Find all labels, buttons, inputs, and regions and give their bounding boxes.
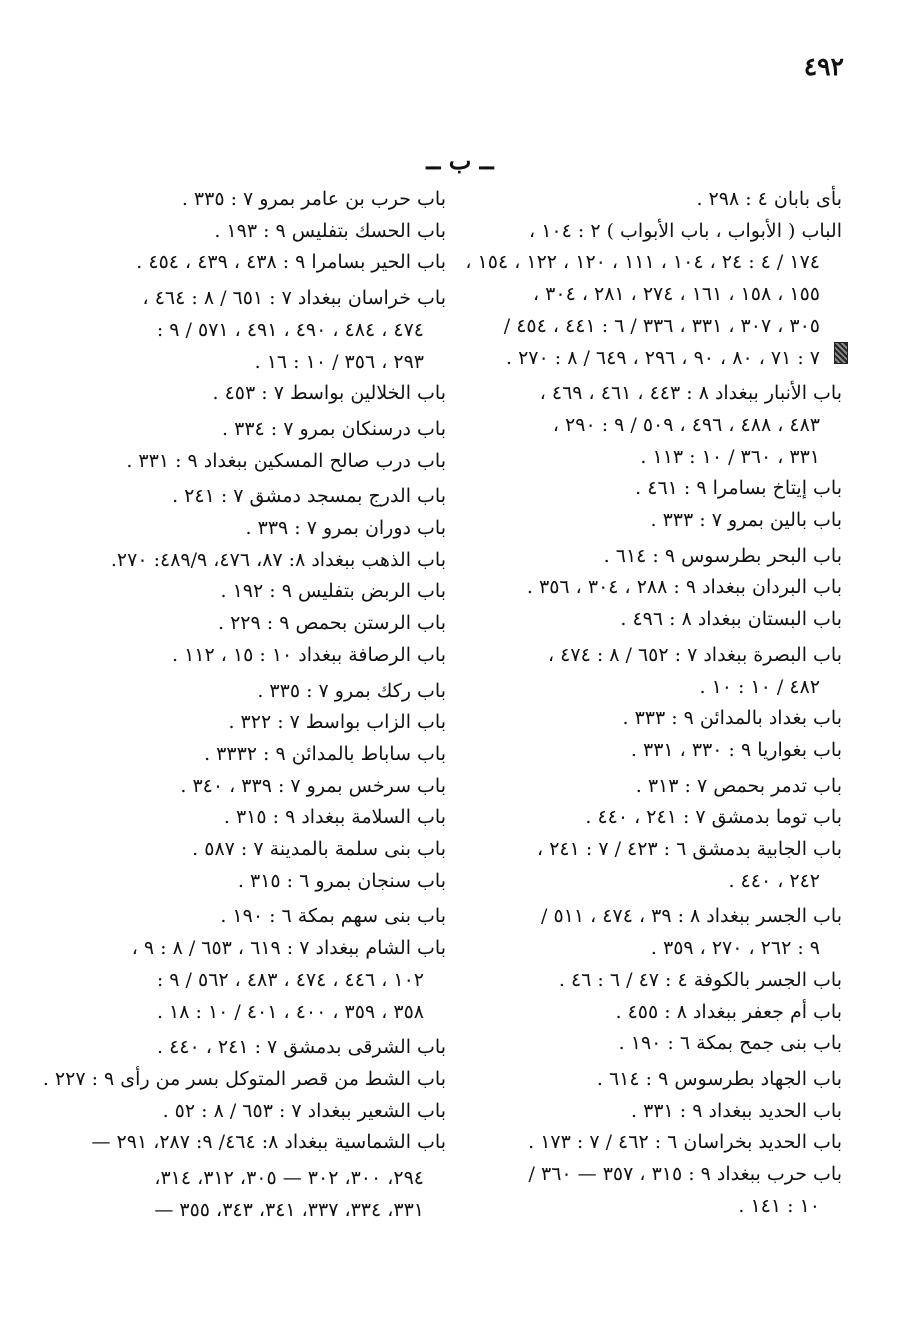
index-entry: باب الجسر ببغداد ٨ : ٣٩ ، ٤٧٤ ، ٥١١ / xyxy=(540,905,842,928)
index-entry: باب الحديد بخراسان ٦ : ٤٦٢ / ٧ : ١٧٣ . xyxy=(528,1131,842,1154)
index-entry: باب الحير بسامرا ٩ : ٤٣٨ ، ٤٣٩ ، ٤٥٤ . xyxy=(136,251,446,274)
index-entry-continuation: ٣٥٨ ، ٣٥٩ ، ٤٠٠ ، ٤٠١ / ١٠ : ١٨ . xyxy=(156,1000,424,1023)
index-entry: باب الرصافة ببغداد ١٠ : ١٥ ، ١١٢ . xyxy=(172,643,446,666)
index-entry: باب بنى سهم بمكة ٦ : ١٩٠ . xyxy=(220,905,446,928)
index-entry: باب الشط من قصر المتوكل بسر من رأى ٩ : ٢٢٧ . xyxy=(42,1067,446,1090)
index-entry: باب سنجان بمرو ٦ : ٣١٥ . xyxy=(237,869,446,892)
index-entry: باب الجابية بدمشق ٦ : ٤٢٣ / ٧ : ٢٤١ ، xyxy=(537,838,842,861)
index-entry: باب بغداد بالمدائن ٩ : ٣٣٣ . xyxy=(622,707,842,730)
index-entry-continuation: ٢٤٢ ، ٤٤٠ . xyxy=(728,869,820,892)
index-entry-continuation: ٣٣١، ٣٣٤، ٣٣٧، ٣٤١، ٣٤٣، ٣٥٥ — xyxy=(154,1198,424,1221)
index-entry-continuation: ١٥٥ ، ١٥٨ ، ١٦١ ، ٢٧٤ ، ٢٨١ ، ٣٠٤ ، xyxy=(532,283,820,306)
index-entry-continuation: ١٠ : ١٤١ . xyxy=(738,1194,820,1217)
index-entry: باب البردان ببغداد ٩ : ٢٨٨ ، ٣٠٤ ، ٣٥٦ . xyxy=(526,576,842,599)
index-entry-continuation: ٩ : ٢٦٢ ، ٢٧٠ ، ٣٥٩ . xyxy=(650,937,820,960)
index-entry: باب أم جعفر ببغداد ٨ : ٤٥٥ . xyxy=(615,1000,842,1023)
index-entry: باب درب صالح المسكين ببغداد ٩ : ٣٣١ . xyxy=(126,449,446,472)
index-entry: باب حرب ببغداد ٩ : ٣١٥ ، ٣٥٧ — ٣٦٠ / xyxy=(528,1163,842,1186)
index-entry: باب الربض بتفليس ٩ : ١٩٢ . xyxy=(220,580,446,603)
index-entry: باب دوران بمرو ٧ : ٣٣٩ . xyxy=(245,517,446,540)
index-entry: باب بغواريا ٩ : ٣٣٠ ، ٣٣١ . xyxy=(630,738,842,761)
index-entry: باب تدمر بحمص ٧ : ٣١٣ . xyxy=(635,774,842,797)
index-entry-continuation: ٣٠٥ ، ٣٠٧ ، ٣٣١ ، ٣٣٦ / ٦ : ٤٤١ ، ٤٥٤ / xyxy=(503,314,820,337)
index-entry: باب الذهب ببغداد ٨: ٨٧، ٤٧٦، ٤٨٩/٩: ٢٧٠. xyxy=(110,548,446,571)
index-entry: باب البصرة ببغداد ٧ : ٦٥٢ / ٨ : ٤٧٤ ، xyxy=(547,643,842,666)
index-entry: باب درسنكان بمرو ٧ : ٣٣٤ . xyxy=(222,417,446,440)
index-entry: باب الزاب بواسط ٧ : ٣٢٢ . xyxy=(228,711,446,734)
index-entry: باب إيتاخ بسامرا ٩ : ٤٦١ . xyxy=(635,477,842,500)
index-entry: باب بالين بمرو ٧ : ٣٣٣ . xyxy=(650,509,842,532)
index-entry: باب ركك بمرو ٧ : ٣٣٥ . xyxy=(257,679,446,702)
index-entry: باب الأنبار ببغداد ٨ : ٤٤٣ ، ٤٦١ ، ٤٦٩ ، xyxy=(539,382,842,405)
index-entry: باب السلامة ببغداد ٩ : ٣١٥ . xyxy=(223,806,446,829)
index-entry: الباب ( الأبواب ، باب الأبواب ) ٢ : ١٠٤ ، xyxy=(529,219,842,242)
index-entry-continuation: ٧ : ٧١ ، ٨٠ ، ٩٠ ، ٢٩٦ ، ٦٤٩ / ٨ : ٢٧٠ . xyxy=(506,346,820,369)
index-entry: باب البستان ببغداد ٨ : ٤٩٦ . xyxy=(620,608,842,631)
index-entry: باب الحديد ببغداد ٩ : ٣٣١ . xyxy=(631,1099,842,1122)
index-entry: باب خراسان ببغداد ٧ : ٦٥١ / ٨ : ٤٦٤ ، xyxy=(142,287,446,310)
index-entry: باب بنى سلمة بالمدينة ٧ : ٥٨٧ . xyxy=(192,838,446,861)
index-entry-continuation: ٤٨٢ / ١٠ : ١٠ . xyxy=(699,675,820,698)
index-column-left xyxy=(42,184,446,1227)
index-entry: باب الجسر بالكوفة ٤ : ٤٧ / ٦ : ٤٦ . xyxy=(558,968,842,991)
index-entry: باب الشام ببغداد ٧ : ٦١٩ ، ٦٥٣ / ٨ : ٩ ، xyxy=(131,937,446,960)
index-entry: باب بنى جمح بمكة ٦ : ١٩٠ . xyxy=(618,1032,842,1055)
index-entry-continuation: ٤٨٣ ، ٤٨٨ ، ٤٩٦ ، ٥٠٩ / ٩ : ٢٩٠ ، xyxy=(552,413,820,436)
index-entry-continuation: ٢٩٣ ، ٣٥٦ / ١٠ : ١٦ . xyxy=(254,350,424,373)
index-entry-continuation: ١٠٢ ، ٤٤٦ ، ٤٧٤ ، ٤٨٣ ، ٥٦٢ / ٩ : xyxy=(156,968,424,991)
index-entry: باب الدرج بمسجد دمشق ٧ : ٢٤١ . xyxy=(172,485,446,508)
index-entry-continuation: ٤٧٤ ، ٤٨٤ ، ٤٩٠ ، ٤٩١ ، ٥٧١ / ٩ : xyxy=(156,318,424,341)
index-entry-continuation: ٢٩٤، ٣٠٠، ٣٠٢ — ٣٠٥، ٣١٢، ٣١٤، xyxy=(154,1167,424,1190)
index-entry: باب توما بدمشق ٧ : ٢٤١ ، ٤٤٠ . xyxy=(585,806,842,829)
index-entry: باب ساباط بالمدائن ٩ : ٣٣٣٢ . xyxy=(204,742,446,765)
index-entry: باب الرستن بحمص ٩ : ٢٢٩ . xyxy=(218,612,446,635)
index-entry: باب سرخس بمرو ٧ : ٣٣٩ ، ٣٤٠ . xyxy=(180,774,446,797)
index-entry: باب الحسك بتفليس ٩ : ١٩٣ . xyxy=(214,219,446,242)
index-entry: باب البحر بطرسوس ٩ : ٦١٤ . xyxy=(603,544,842,567)
index-entry: باب الشعير ببغداد ٧ : ٦٥٣ / ٨ : ٥٢ . xyxy=(162,1099,446,1122)
section-letter-heading: ــ ب ــ xyxy=(426,146,494,175)
index-entry: باب حرب بن عامر بمرو ٧ : ٣٣٥ . xyxy=(181,188,446,210)
index-entry: باب الشماسية ببغداد ٨: ٤٦٤/ ٩: ٢٨٧، ٢٩١ — xyxy=(91,1131,446,1154)
index-entry-continuation: ١٧٤ / ٤ : ٢٤ ، ١٠٤ ، ١١١ ، ١٢٠ ، ١٢٢ ، ١٥٤ ، xyxy=(465,251,820,274)
index-entry: باب الشرقى بدمشق ٧ : ٢٤١ ، ٤٤٠ . xyxy=(156,1036,446,1059)
page-number: ٤٩٢ xyxy=(803,52,844,81)
index-column-right xyxy=(465,184,842,1223)
index-entry: باب الجهاد بطرسوس ٩ : ٦١٤ . xyxy=(596,1067,842,1090)
index-entry-continuation: ٣٣١ ، ٣٦٠ / ١٠ : ١١٣ . xyxy=(640,445,820,468)
index-entry: باب الخلالين بواسط ٧ : ٤٥٣ . xyxy=(212,382,446,405)
index-entry: بأى بابان ٤ : ٢٩٨ . xyxy=(696,188,842,210)
